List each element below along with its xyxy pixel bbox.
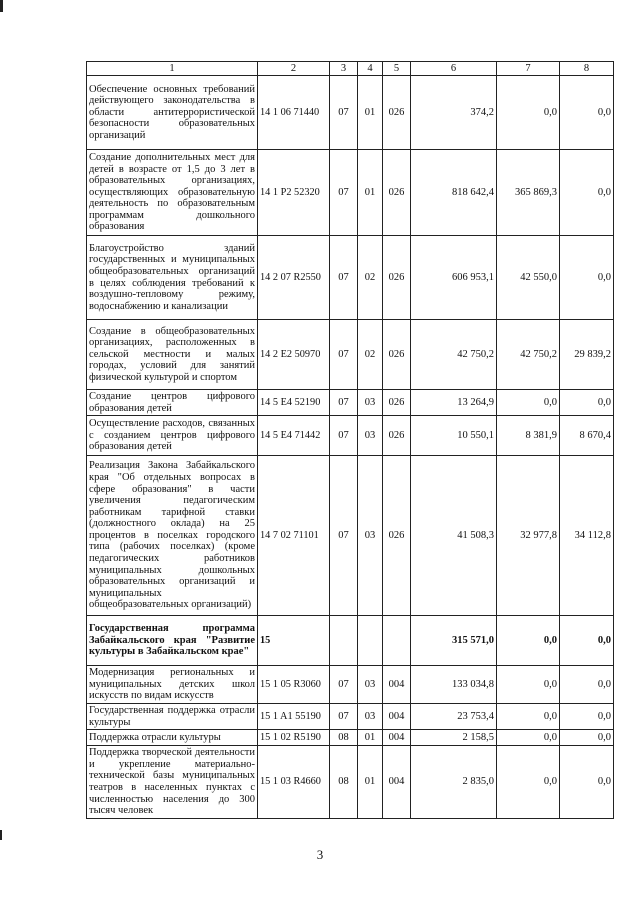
- amount-col-8: 0,0: [560, 150, 614, 236]
- subsection-code: 01: [358, 76, 383, 150]
- table-row: [87, 730, 614, 746]
- header-col-4: 4: [358, 62, 383, 76]
- expense-type: 004: [383, 730, 411, 746]
- row-name: Создание дополнительных мест для детей в возрасте от 1,5 до 3 лет в образовательных организациях, осуществляющих образовательную деятельность по образовательным программам дошкольного образования: [87, 150, 258, 236]
- subsection-code: 03: [358, 390, 383, 416]
- amount-col-8: 0,0: [560, 666, 614, 704]
- amount-col-8: 0,0: [560, 746, 614, 819]
- amount-col-8: 34 112,8: [560, 456, 614, 616]
- amount-col-6: 10 550,1: [411, 416, 497, 456]
- budget-table: [86, 61, 614, 819]
- amount-col-6: 818 642,4: [411, 150, 497, 236]
- expense-type: 026: [383, 390, 411, 416]
- row-name: Обеспечение основных требований действующего законодательства в области антитеррористической безопасности образовательных организаций: [87, 76, 258, 150]
- row-name: Реализация Закона Забайкальского края "Об отдельных вопросах в сфере образования" в части увеличения педагогическим работникам тарифной ставки (должностного оклада) на 25 процентов в поселках городского типа (рабочих поселках) (кроме педагогических работников муниципальных дошкольных образовательных организаций и муниципальных общеобразовательных организаций): [87, 456, 258, 616]
- amount-col-7: 365 869,3: [497, 150, 560, 236]
- amount-col-6: 13 264,9: [411, 390, 497, 416]
- section-code: 07: [330, 703, 358, 729]
- expense-type: 004: [383, 666, 411, 704]
- subsection-code: 01: [358, 730, 383, 746]
- amount-col-8: 0,0: [560, 390, 614, 416]
- subsection-code: 02: [358, 320, 383, 390]
- header-col-8: 8: [560, 62, 614, 76]
- table-row: [87, 616, 614, 666]
- row-name: Государственная поддержка отрасли культуры: [87, 703, 258, 729]
- budget-code: 14 1 P2 52320: [258, 150, 330, 236]
- subsection-code: 03: [358, 666, 383, 704]
- budget-code: 14 1 06 71440: [258, 76, 330, 150]
- amount-col-6: 133 034,8: [411, 666, 497, 704]
- table-row: [87, 456, 614, 616]
- amount-col-8: 0,0: [560, 730, 614, 746]
- amount-col-7: 8 381,9: [497, 416, 560, 456]
- table-row: [87, 666, 614, 704]
- budget-code: 15: [258, 616, 330, 666]
- table-row: [87, 746, 614, 819]
- amount-col-8: 0,0: [560, 703, 614, 729]
- expense-type: 026: [383, 236, 411, 320]
- expense-type: 026: [383, 320, 411, 390]
- table-body: [87, 76, 614, 819]
- subsection-code: 01: [358, 746, 383, 819]
- amount-col-8: 0,0: [560, 236, 614, 320]
- amount-col-7: 0,0: [497, 746, 560, 819]
- table-row: [87, 703, 614, 729]
- amount-col-8: 0,0: [560, 76, 614, 150]
- amount-col-6: 374,2: [411, 76, 497, 150]
- expense-type: 004: [383, 746, 411, 819]
- subsection-code: 03: [358, 416, 383, 456]
- amount-col-6: 315 571,0: [411, 616, 497, 666]
- section-code: 07: [330, 666, 358, 704]
- amount-col-6: 23 753,4: [411, 703, 497, 729]
- amount-col-8: 29 839,2: [560, 320, 614, 390]
- expense-type: [383, 616, 411, 666]
- expense-type: 026: [383, 416, 411, 456]
- row-name: Модернизация региональных и муниципальных детских школ искусств по видам искусств: [87, 666, 258, 704]
- row-name: Благоустройство зданий государственных и муниципальных общеобразовательных организаций в целях соблюдения требований к воздушно-тепловому режиму, водоснабжению и канализации: [87, 236, 258, 320]
- budget-code: 15 1 03 R4660: [258, 746, 330, 819]
- budget-code: 15 1 A1 55190: [258, 703, 330, 729]
- amount-col-8: 0,0: [560, 616, 614, 666]
- section-code: 08: [330, 746, 358, 819]
- scan-mark-top: [0, 0, 3, 12]
- amount-col-8: 8 670,4: [560, 416, 614, 456]
- amount-col-6: 2 158,5: [411, 730, 497, 746]
- table-header-row: [87, 62, 614, 76]
- row-name: Поддержка творческой деятельности и укрепление материально-технической базы муниципальных театров в населенных пунктах с численностью населения до 300 тысяч человек: [87, 746, 258, 819]
- section-code: 08: [330, 730, 358, 746]
- subsection-code: 01: [358, 150, 383, 236]
- amount-col-7: 0,0: [497, 390, 560, 416]
- section-code: 07: [330, 76, 358, 150]
- budget-code: 14 5 E4 52190: [258, 390, 330, 416]
- header-col-2: 2: [258, 62, 330, 76]
- table-row: [87, 416, 614, 456]
- budget-code: 15 1 02 R5190: [258, 730, 330, 746]
- header-col-7: 7: [497, 62, 560, 76]
- expense-type: 026: [383, 456, 411, 616]
- row-name: Создание центров цифрового образования детей: [87, 390, 258, 416]
- row-name: Государственная программа Забайкальского края "Развитие культуры в Забайкальском крае": [87, 616, 258, 666]
- table-row: [87, 236, 614, 320]
- subsection-code: 02: [358, 236, 383, 320]
- amount-col-7: 0,0: [497, 666, 560, 704]
- budget-code: 15 1 05 R3060: [258, 666, 330, 704]
- budget-code: 14 2 E2 50970: [258, 320, 330, 390]
- section-code: 07: [330, 236, 358, 320]
- header-col-5: 5: [383, 62, 411, 76]
- header-col-1: 1: [87, 62, 258, 76]
- header-col-3: 3: [330, 62, 358, 76]
- table-row: [87, 390, 614, 416]
- expense-type: 026: [383, 76, 411, 150]
- table-row: [87, 76, 614, 150]
- scan-mark-bottom: [0, 830, 2, 840]
- amount-col-7: 32 977,8: [497, 456, 560, 616]
- section-code: 07: [330, 320, 358, 390]
- section-code: [330, 616, 358, 666]
- amount-col-7: 0,0: [497, 703, 560, 729]
- header-col-6: 6: [411, 62, 497, 76]
- row-name: Создание в общеобразовательных организациях, расположенных в сельской местности и малых городах, условий для занятий физической культурой и спортом: [87, 320, 258, 390]
- amount-col-7: 0,0: [497, 730, 560, 746]
- expense-type: 026: [383, 150, 411, 236]
- budget-code: 14 5 E4 71442: [258, 416, 330, 456]
- expense-type: 004: [383, 703, 411, 729]
- table-row: [87, 320, 614, 390]
- row-name: Поддержка отрасли культуры: [87, 730, 258, 746]
- section-code: 07: [330, 150, 358, 236]
- subsection-code: 03: [358, 703, 383, 729]
- section-code: 07: [330, 416, 358, 456]
- amount-col-6: 606 953,1: [411, 236, 497, 320]
- amount-col-6: 2 835,0: [411, 746, 497, 819]
- subsection-code: 03: [358, 456, 383, 616]
- table-row: [87, 150, 614, 236]
- budget-code: 14 7 02 71101: [258, 456, 330, 616]
- page-number: 3: [316, 847, 324, 862]
- amount-col-7: 42 750,2: [497, 320, 560, 390]
- amount-col-6: 41 508,3: [411, 456, 497, 616]
- amount-col-7: 0,0: [497, 616, 560, 666]
- section-code: 07: [330, 456, 358, 616]
- row-name: Осуществление расходов, связанных с созданием центров цифрового образования детей: [87, 416, 258, 456]
- amount-col-6: 42 750,2: [411, 320, 497, 390]
- budget-code: 14 2 07 R2550: [258, 236, 330, 320]
- amount-col-7: 0,0: [497, 76, 560, 150]
- amount-col-7: 42 550,0: [497, 236, 560, 320]
- section-code: 07: [330, 390, 358, 416]
- subsection-code: [358, 616, 383, 666]
